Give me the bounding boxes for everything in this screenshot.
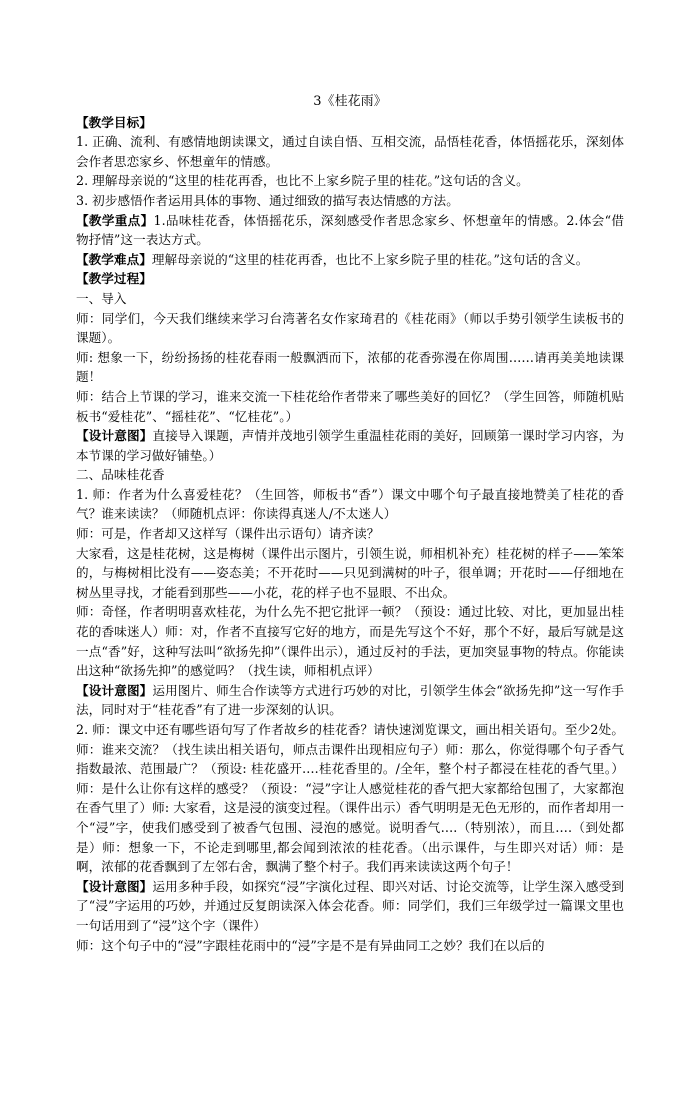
paragraph-text: 师：这个句子中的“浸”字跟桂花雨中的“浸”字是不是有异曲同工之妙？我们在以后的 bbox=[76, 937, 545, 953]
paragraph bbox=[76, 309, 624, 348]
paragraph bbox=[76, 348, 624, 387]
paragraph-text: 3. 初步感悟作者运用具体的事物、通过细致的描写表达情感的方法。 bbox=[76, 192, 459, 208]
paragraph-text: 1. 正确、流利、有感情地朗读课文，通过自读自悟、互相交流，品悟桂花香，体悟摇花乐，深刻体会作者思恋家乡、怀想童年的情感。 bbox=[76, 134, 624, 169]
paragraph bbox=[76, 113, 624, 133]
paragraph-text: 【教学目标】 bbox=[76, 114, 152, 130]
paragraph-text: 大家看，这是桂花树，这是梅树（课件出示图片，引领生说，师相机补充）桂花树的样子——笨笨的，与梅树相比没有——姿态美；不开花时——只见到满树的叶子，很单调；开花时——仔细地在树丛里寻找，才能看到那些——小花，花的样子也不显眼、不出众。 bbox=[76, 545, 624, 600]
paragraph bbox=[76, 936, 624, 956]
document-body bbox=[76, 92, 624, 955]
paragraph-list bbox=[76, 113, 624, 956]
paragraph bbox=[76, 465, 624, 485]
document-title: 3《桂花雨》 bbox=[313, 94, 387, 109]
paragraph-text: 2. 师：课文中还有哪些语句写了作者故乡的桂花香？请快速浏览课文，画出相关语句。至少2处。师：谁来交流？（找生读出相关语句，师点击课件出现相应句子）师：那么，你觉得哪个句子香气指数最浓、范围最广？（预设: 桂花盛开….桂花香里的。/全年，整个村子都浸在桂花的香气里。）师：是什么让你有这样的感受？（预设：“浸”字让人感觉桂花的香气把大家都给包围了，大家都泡在香气里了）师: 大家看，这是浸的演变过程。（课件出示）香气明明是无色无形的，而作者却用一个“浸”字，使我们感受到了被香气包围、浸泡的感觉。说明香气….（特别浓），而且….（到处都是）师：想象一下，不论走到哪里,都会闻到浓浓的桂花香。（出示课件，与生即兴对话）师：是啊，浓郁的花香飘到了左邻右舍，飘满了整个村子。我们再来读读这两个句子！ bbox=[76, 722, 624, 875]
paragraph bbox=[76, 191, 624, 211]
paragraph-text: 1.品味桂花香，体悟摇花乐，深刻感受作者思念家乡、怀想童年的情感。2.体会“借物抒情”这一表达方式。 bbox=[76, 212, 624, 248]
paragraph-text: 运用图片、师生合作读等方式进行巧妙的对比，引领学生体会“欲扬先抑”这一写作手法，同时对于“桂花香”有了进一步深刻的认识。 bbox=[76, 682, 624, 718]
paragraph-text: 2. 理解母亲说的“这里的桂花再香，也比不上家乡院子里的桂花。”这句话的含义。 bbox=[76, 173, 529, 189]
paragraph bbox=[76, 250, 624, 270]
paragraph-text: 师：奇怪，作者明明喜欢桂花，为什么先不把它批评一顿？（预设：通过比较、对比，更加显出桂花的香味迷人）师：对，作者不直接写它好的地方，而是先写这个不好，那个不好，最后写就是这一点“香”好，这种写法叫“欲扬先抑”（课件出示），通过反衬的手法，更加突显事物的特点。你能读出这种“欲扬先抑”的感觉吗？（找生读，师相机点评） bbox=[76, 604, 624, 679]
paragraph bbox=[76, 524, 624, 544]
paragraph bbox=[76, 877, 624, 936]
paragraph bbox=[76, 289, 624, 309]
paragraph bbox=[76, 602, 624, 680]
paragraph-text: 师：结合上节课的学习，谁来交流一下桂花给作者带来了哪些美好的回忆？（学生回答，师随机贴板书“爱桂花”、“摇桂花”、“忆桂花”。） bbox=[76, 388, 624, 424]
section-label: 【设计意图】 bbox=[76, 878, 153, 894]
paragraph-text: 1. 师：作者为什么喜爱桂花？（生回答，师板书“香”）课文中哪个句子最直接地赞美了桂花的香气？谁来读读？（师随机点评：你读得真迷人/不太迷人） bbox=[76, 486, 624, 522]
section-label: 【教学难点】 bbox=[76, 251, 152, 267]
paragraph-text: 一、导入 bbox=[76, 290, 127, 306]
paragraph bbox=[76, 720, 624, 877]
paragraph bbox=[76, 681, 624, 720]
paragraph bbox=[76, 387, 624, 426]
paragraph-text: 运用多种手段，如探究“浸”字演化过程、即兴对话、讨论交流等，让学生深入感受到了“浸”字运用的巧妙，并通过反复朗读深入体会花香。师：同学们，我们三年级学过一篇课文里也一句话用到了“浸”这个字（课件） bbox=[76, 878, 624, 933]
paragraph-text: 【教学过程】 bbox=[76, 271, 152, 287]
paragraph-text: 师：可是，作者却又这样写（课件出示语句）请齐读？ bbox=[76, 526, 380, 542]
section-label: 【设计意图】 bbox=[76, 428, 153, 444]
paragraph bbox=[76, 426, 624, 465]
paragraph bbox=[76, 485, 624, 524]
paragraph-text: 师：同学们，今天我们继续来学习台湾著名女作家琦君的《桂花雨》（师以手势引领学生读板书的课题）。 bbox=[76, 310, 624, 346]
section-label: 【教学重点】 bbox=[76, 212, 154, 228]
paragraph bbox=[76, 269, 624, 289]
section-label: 【设计意图】 bbox=[76, 682, 153, 698]
paragraph-text: 理解母亲说的“这里的桂花再香，也比不上家乡院子里的桂花。”这句话的含义。 bbox=[151, 251, 589, 267]
paragraph-text: 师: 想象一下，纷纷扬扬的桂花春雨一般飘洒而下，浓郁的花香弥漫在你周围……请再美美地读课题！ bbox=[76, 349, 624, 385]
paragraph bbox=[76, 211, 624, 250]
paragraph bbox=[76, 132, 624, 171]
paragraph-text: 二、品味桂花香 bbox=[76, 467, 165, 483]
paragraph-text: 直接导入课题，声情并茂地引领学生重温桂花雨的美好，回顾第一课时学习内容，为本节课的学习做好铺垫。） bbox=[76, 428, 624, 463]
paragraph bbox=[76, 171, 624, 191]
paragraph bbox=[76, 544, 624, 603]
